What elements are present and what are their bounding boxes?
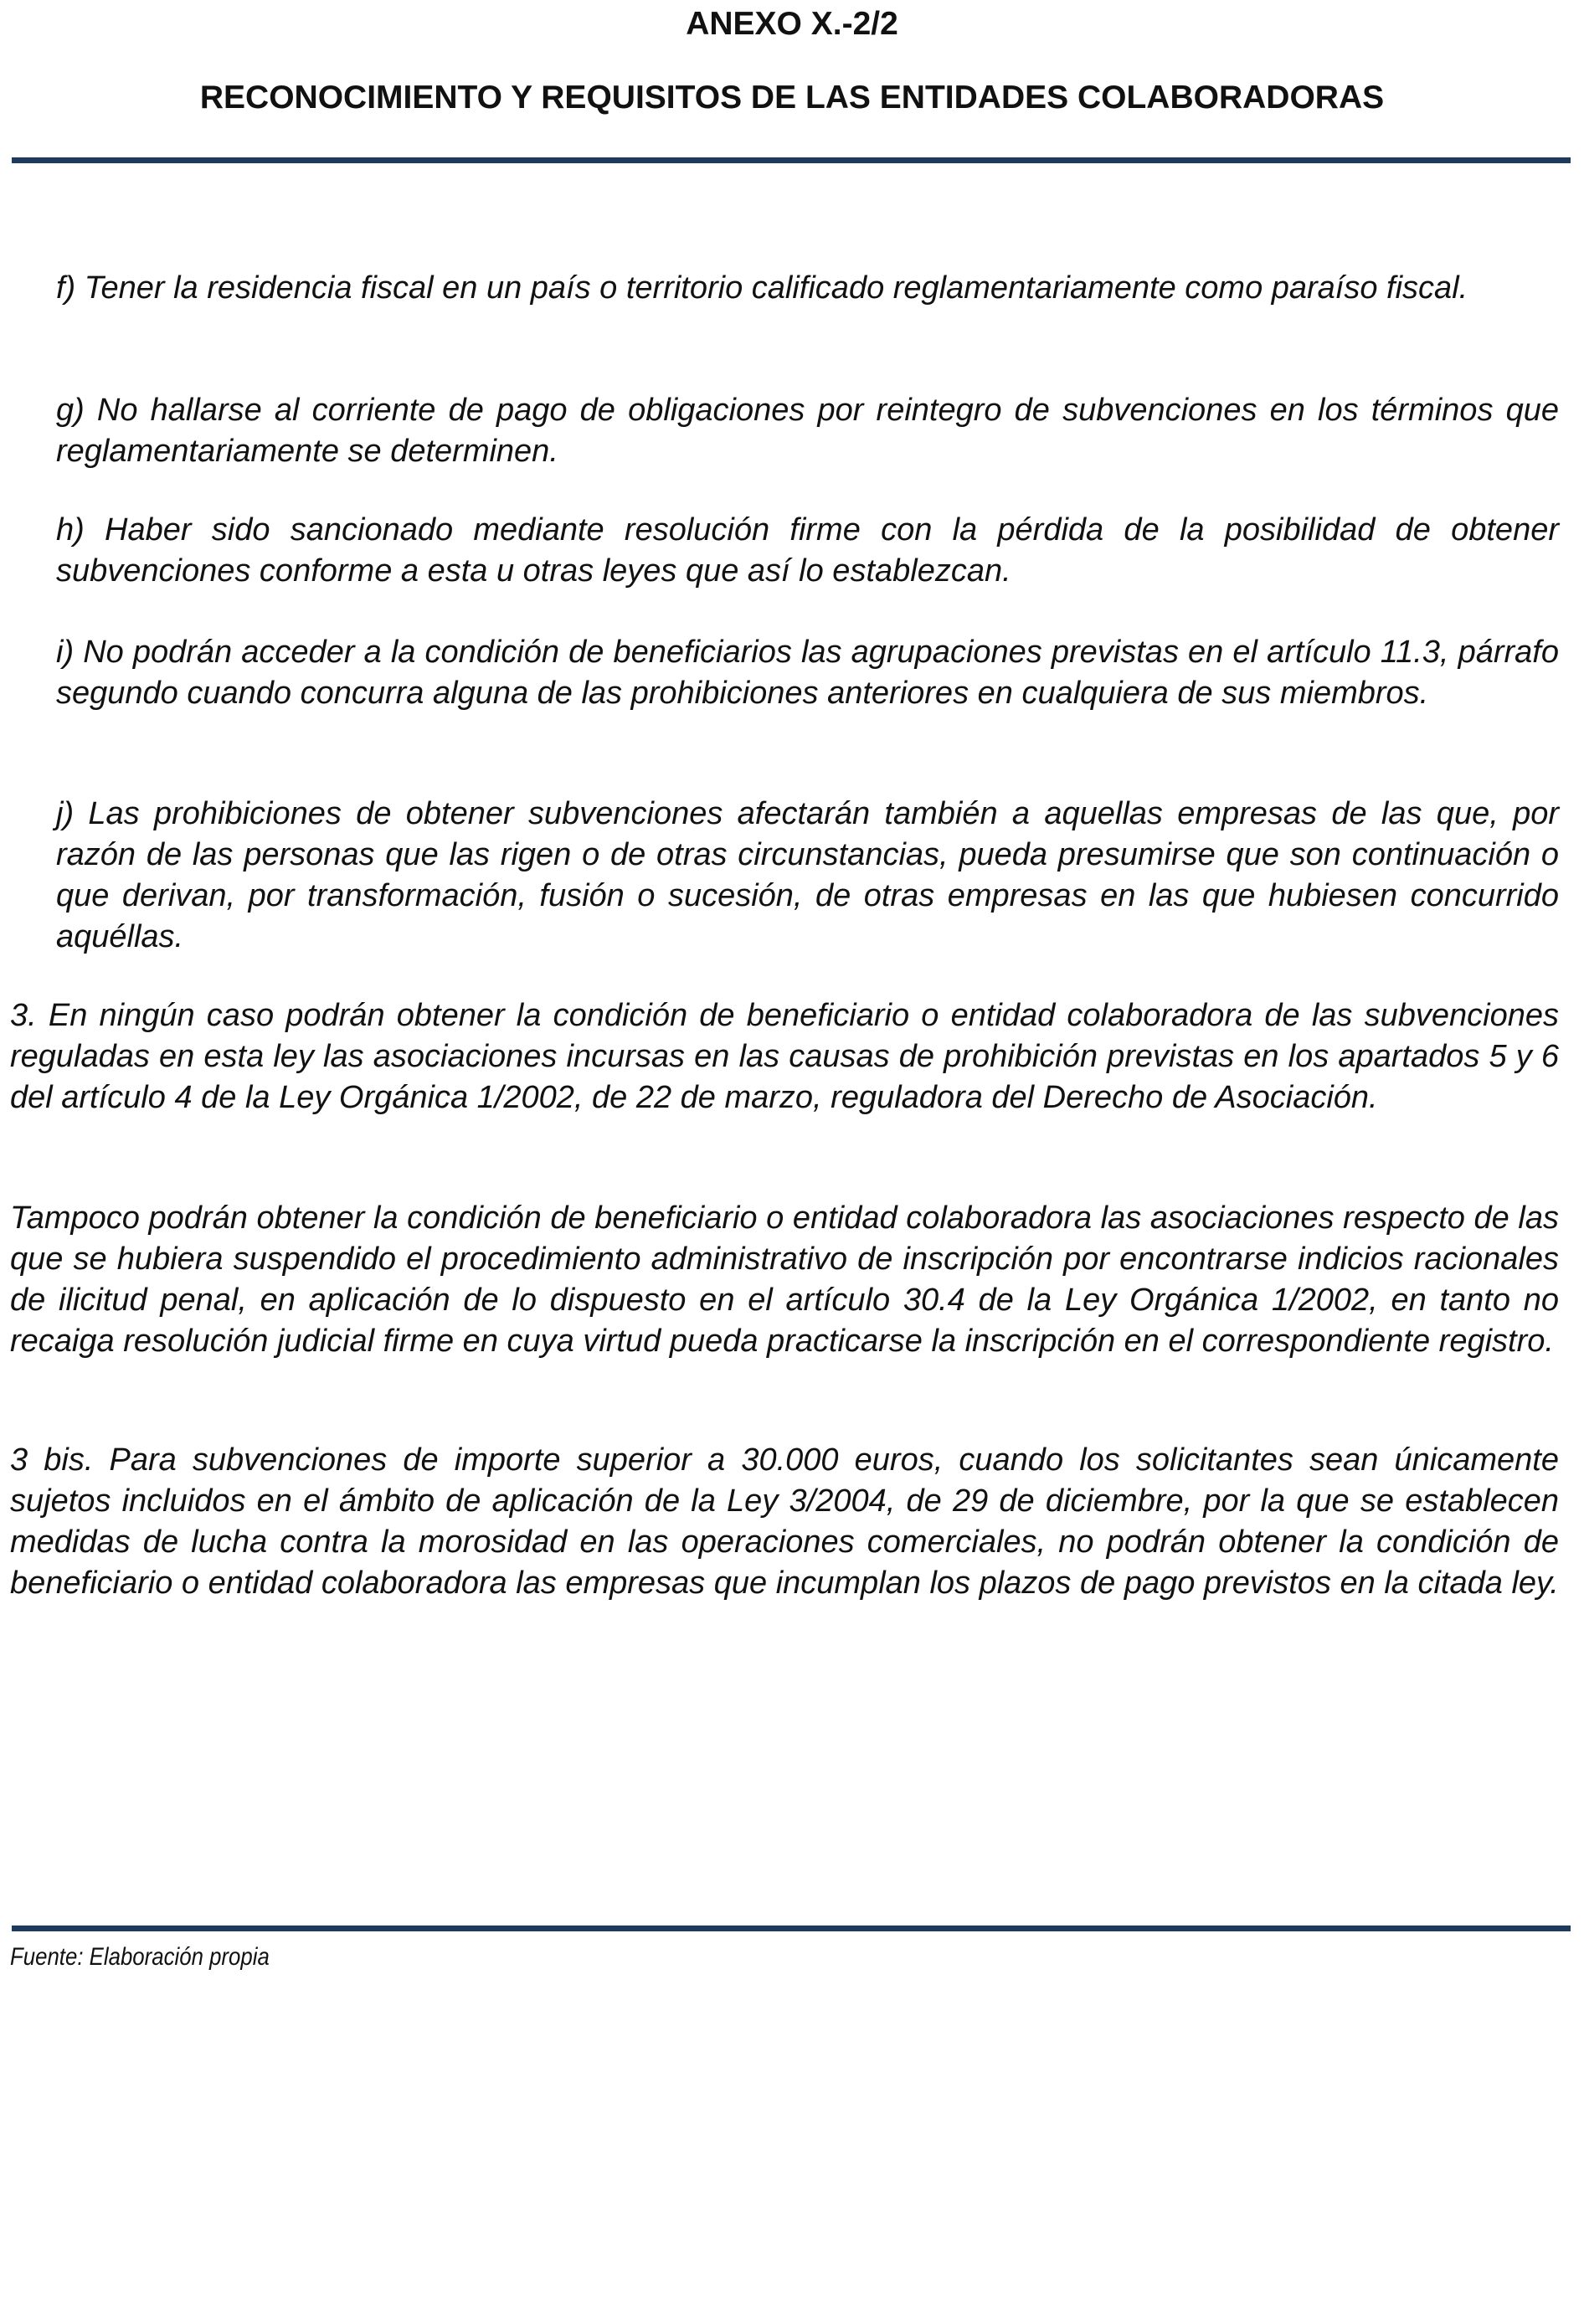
section-3: 3. En ningún caso podrán obtener la condición de beneficiario o entidad colaboradora de las subvenciones reguladas en esta ley las asociaciones incursas en las causas de prohibición previstas en los apartados 5 y 6 del artículo 4 de la Ley Orgánica 1/2002, de 22 de marzo, reguladora del Derecho de Asociación. [10, 998, 1559, 1115]
source-note: Fuente: Elaboración propia [10, 1943, 270, 1971]
section-3-continuation: Tampoco podrán obtener la condición de beneficiario o entidad colaboradora las asociaciones respecto de las que se hubiera suspendido el procedimiento administrativo de inscripción por encontrarse indicios racionales de ilicitud penal, en aplicación de lo dispuesto en el artículo 30.4 de la Ley Orgánica 1/2002, en tanto no recaiga resolución judicial firme en cuya virtud pueda practicarse la inscripción en el correspondiente registro. [10, 1201, 1559, 1359]
header-divider [12, 157, 1571, 163]
item-i: i) No podrán acceder a la condición de beneficiarios las agrupaciones previstas en el artículo 11.3, párrafo segundo cuando concurra alguna de las prohibiciones anteriores en cualquiera de sus miembros. [56, 635, 1559, 711]
footer-divider [12, 1926, 1571, 1931]
item-g: g) No hallarse al corriente de pago de obligaciones por reintegro de subvenciones en los términos que reglamentariamente se determinen. [56, 393, 1559, 469]
item-f: f) Tener la residencia fiscal en un país o territorio calificado reglamentariamente como paraíso fiscal. [56, 270, 1468, 306]
item-j: j) Las prohibiciones de obtener subvenciones afectarán también a aquellas empresas de las que, por razón de las personas que las rigen o de otras circunstancias, pueda presumirse que son continuación o que derivan, por transformación, fusión o sucesión, de otras empresas en las que hubiesen concurrido aquéllas. [56, 796, 1559, 954]
item-h: h) Haber sido sancionado mediante resolución firme con la pérdida de la posibilidad de obtener subvenciones conforme a esta u otras leyes que así lo establezcan. [56, 512, 1559, 589]
section-3-bis: 3 bis. Para subvenciones de importe superior a 30.000 euros, cuando los solicitantes sean únicamente sujetos incluidos en el ámbito de aplicación de la Ley 3/2004, de 29 de diciembre, por la que se establecen medidas de lucha contra la morosidad en las operaciones comerciales, no podrán obtener la condición de beneficiario o entidad colaboradora las empresas que incumplan los plazos de pago previstos en la citada ley. [10, 1442, 1559, 1601]
annex-title: ANEXO X.-2/2 [686, 6, 898, 42]
annex-subtitle: RECONOCIMIENTO Y REQUISITOS DE LAS ENTIDADES COLABORADORAS [199, 80, 1385, 116]
